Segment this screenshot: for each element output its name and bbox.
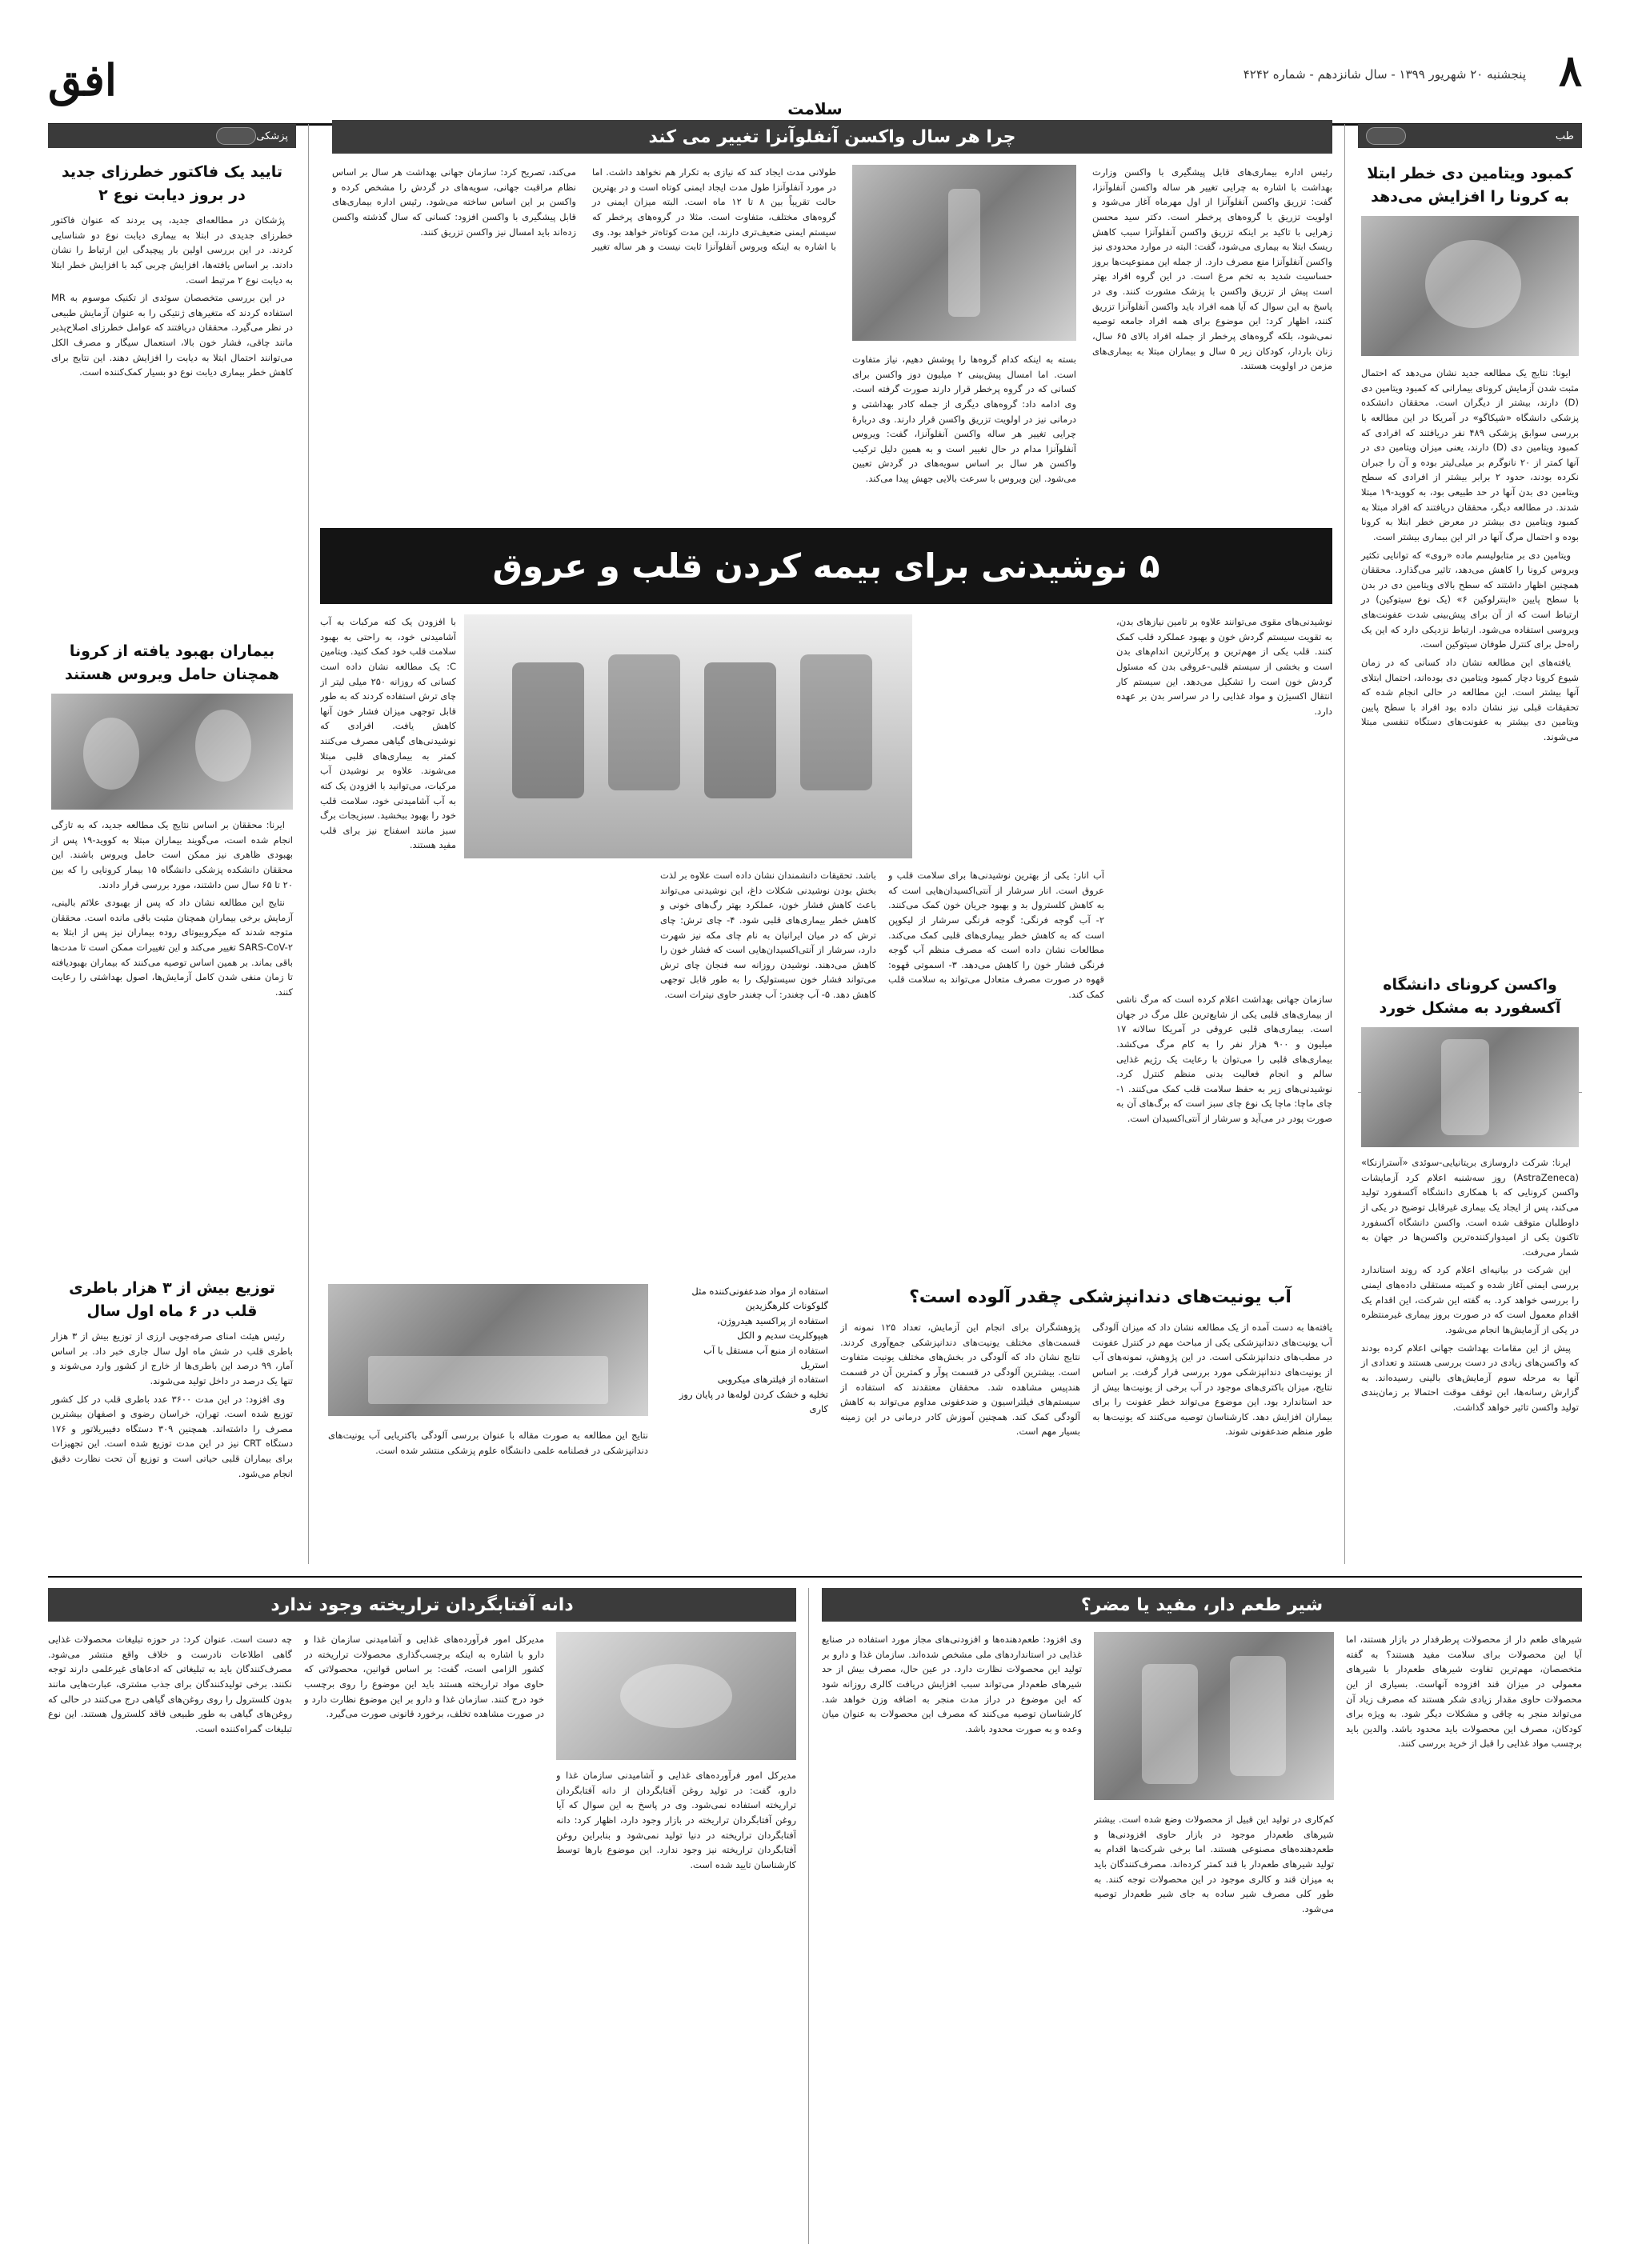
article-title: بیماران بهبود یافته از کرونا همچنان حامل ویروس هستند xyxy=(65,642,279,683)
feature-column: سازمان جهانی بهداشت اعلام کرده است که مرگ ناشی از بیماری‌های قلبی یکی از شایع‌ترین علل مرگ در جهان است. بیماری‌های قلبی عروقی در آمریکا سالانه ۱۷ میلیون و ۹۰۰ هزار نفر را به کام مرگ می‌کشد. بیماری‌های قلبی را می‌توان با رعایت یک رژیم غذایی سالم و انجام فعالیت بدنی منظم کنترل کرد. نوشیدنی‌های زیر به حفظ سلامت قلب کمک می‌کنند. ۱- چای ماچا: ماچا یک نوع چای سبز است که برگ‌های آن به صورت پودر در می‌آید و سرشار از آنتی‌اکسیدان است. xyxy=(1116,994,1332,1124)
article-column: مدیرکل امور فرآورده‌های غذایی و آشامیدنی سازمان غذا و دارو با اشاره به اینکه برچسب‌گذاری محصولات تراریخته در کشور الزامی است، گفت: بر اساس قوانین، محصولاتی که حاوی مواد تراریخته هستند باید این موضوع را روی برچسب خود درج کنند. سازمان غذا و دارو بر این موضوع نظارت دارد و در صورت مشاهده تخلف، برخورد قانونی صورت می‌گیرد. xyxy=(304,1634,544,1720)
covid-patients-photo xyxy=(51,694,293,810)
issue-line: پنجشنبه ۲۰ شهریور ۱۳۹۹ - سال شانزدهم - شماره ۴۲۴۲ xyxy=(1243,67,1526,82)
article-paragraph: رئیس هیئت امنای صرفه‌جویی ارزی از توزیع بیش از ۳ هزار باطری قلب در شش ماه اول سال جاری خبر داد. بر اساس آمار، ۹۹ درصد این باطری‌ها از خارج از کشور وارد می‌شوند و تنها یک درصد در داخل تولید می‌شوند. xyxy=(51,1330,294,1386)
section-title: سلامت xyxy=(787,99,843,118)
article-column: شیرهای طعم دار از محصولات پرطرفدار در بازار هستند، اما آیا این محصولات برای سلامت مفید هستند؟ به گفته متخصصان، مهم‌ترین تفاوت شیرهای طعم‌دار با شیرهای معمولی در میزان قند افزوده آنهاست. بسیاری از این محصولات حاوی مقدار زیادی شکر هستند که مصرف زیاد آن می‌تواند منجر به چاقی و مشکلات دیگر شود. به ویژه برای کودکان، مصرف این محصولات باید محدود باشد. والدین باید برچسب مواد غذایی را قبل از خرید بررسی کنند. xyxy=(1346,1634,1582,1750)
feature-column: باشد. تحقیقات دانشمندان نشان داده است علاوه بر لذت بخش بودن نوشیدنی شکلات داغ، این نوشیدنی می‌تواند باعث کاهش فشار خون، عملکرد بهتر رگ‌های خونی و کاهش خطر بیماری‌های قلبی شود. ۴- چای ترش: چای ترش که در میان ایرانیان به نام چای مکه نیز شهرت دارد، سرشار از آنتی‌اکسیدان‌هایی است که فشار خون را کاهش می‌دهند. نوشیدن روزانه سه فنجان چای ترش می‌تواند فشار خون سیستولیک را به طور قابل توجهی کاهش دهد. ۵- آب چغندر: آب چغندر حاوی نیترات است. xyxy=(660,870,876,1000)
section-tab-label: پزشکی xyxy=(256,130,288,142)
article-column: پژوهشگران برای انجام این آزمایش، تعداد ۱۲۵ نمونه از قسمت‌های مختلف یونیت‌های دندانپزشکی جمع‌آوری کردند. نتایج نشان داد که آلودگی در بخش‌های مختلف یونیت متفاوت است. بیشترین آلودگی در قسمت پوآر و کمترین آن در قسمت هندپیس مشاهده شد. محققان معتقدند که استفاده از سیستم‌های فیلتراسیون و ضدعفونی مداوم می‌تواند به کاهش آلودگی کمک کند. همچنین آموزش کادر درمانی در این زمینه بسیار مهم است. xyxy=(840,1322,1080,1438)
article-title: واکسن کرونای دانشگاه آکسفورد به مشکل خورد xyxy=(1379,976,1561,1017)
feature-column: با افزودن یک کته مرکبات به آب آشامیدنی خود، به راحتی به بهبود سلامت قلب خود کمک کنید. ویتامین C: یک مطالعه نشان داده است کسانی که روزانه ۲۵۰ میلی لیتر از چای ترش استفاده کردند که به طور قابل توجهی میزان فشار خون آنها کاهش یافت. افرادی که نوشیدنی‌های گیاهی مصرف می‌کنند کمتر به بیماری‌های قلبی مبتلا می‌شوند. علاوه بر نوشیدن آب مرکبات، می‌توانید با افزودن یک کته به آب آشامیدنی خود، سلامت قلب خود را بهبود ببخشید. سبزیجات برگ سبز مانند اسفناج نیز برای قلب مفید هستند. xyxy=(320,616,456,851)
article-column: یافته‌ها به دست آمده از یک مطالعه نشان داد که میزان آلودگی آب یونیت‌های دندانپزشکی یکی از مباحث مهم در کنترل عفونت در مطب‌های دندانپزشکی است. در این پژوهش، نمونه‌های آب از یونیت‌های دندانپزشکی مورد بررسی قرار گرفت. بر اساس نتایج، میزان باکتری‌های موجود در آب برخی از یونیت‌ها بیش از حد استاندارد بود. این موضوع می‌تواند خطر عفونت را برای بیماران افزایش دهد. کارشناسان توصیه می‌کنند که یونیت‌ها به طور منظم ضدعفونی شوند. xyxy=(1092,1322,1332,1438)
article-column: مدیرکل امور فرآورده‌های غذایی و آشامیدنی سازمان غذا و دارو، گفت: در تولید روغن آفتابگردان از دانه آفتابگردان تراریخته استفاده نمی‌شود. وی در پاسخ به این سوال که آیا روغن آفتابگردان تراریخته در بازار وجود دارد، اظهار کرد: دانه آفتابگردان تراریخته در دنیا تولید نمی‌شود و بنابراین روغن آفتابگردان تراریخته نیز وجود ندارد. این موضوع بارها توسط کارشناسان تایید شده است. xyxy=(556,1770,796,1870)
article-paragraph: ایونا: نتایج یک مطالعه جدید نشان می‌دهد که احتمال مثبت شدن آزمایش کرونای بیمارانی که کمبود ویتامین دی (D) دارند، بیشتر از دیگران است. محققان دانشکده پزشکی دانشگاه «شیکاگو» در آمریکا در این مطالعه با بررسی سوابق پزشکی ۴۸۹ نفر دریافتند که افرادی که کمبود ویتامین دی (D) دارند، یعنی میزان ویتامین دی در آنها کمتر از ۲۰ نانوگرم بر میلی‌لیتر بوده و آن را جبران نکرده بودند، حدود ۲ برابر بیشتر از افرادی که سطح ویتامین دی بدن آنها در حد طبیعی بود، به کووید-۱۹ مبتلا شدند. در مطالعه دیگر، محققان دریافتند که افراد مبتلا به کمبود ویتامین دی بیشتر در معرض خطر ابتلا به کرونا بوده و احتمال مرگ آنها در اثر این بیماری بیشتر است. xyxy=(1361,367,1580,542)
page-number: ۸ xyxy=(1558,45,1582,96)
left-column xyxy=(48,124,296,1564)
article-title: توزیع بیش از ۳ هزار باطری قلب در ۶ ماه اول سال xyxy=(69,1279,275,1320)
article-column: کم‌کاری در تولید این قبیل از محصولات وضع شده است. بیشتر شیرهای طعم‌دار موجود در بازار حاوی افزودنی‌ها و طعم‌دهنده‌های مصنوعی هستند. اما برخی شرکت‌ها اقدام به تولید شیرهای طعم‌دار با قند کمتر کرده‌اند. مصرف‌کنندگان باید به میزان قند و کالری موجود در این محصولات توجه کنند. به طور کلی مصرف شیر ساده به جای شیر طعم‌دار توصیه می‌شود. xyxy=(1094,1814,1334,1914)
list-item: استفاده از فیلترهای میکروبی xyxy=(717,1374,828,1386)
list-item: استفاده از مواد ضدعفونی‌کننده مثل گلوکونات کلرهگزیدین xyxy=(691,1286,828,1312)
list-item: استفاده از پراکسید هیدروژن، هیپوکلریت سدیم و الکل xyxy=(717,1314,828,1342)
capsule-icon xyxy=(1366,127,1406,145)
article-headline: چرا هر سال واکسن آنفلوآنزا تغییر می کند xyxy=(332,120,1332,154)
sunflower-seeds-photo xyxy=(556,1632,796,1760)
list-item: استفاده از منبع آب مستقل با آب استریل xyxy=(703,1344,828,1370)
flu-vaccine-article xyxy=(332,120,1332,520)
article-column: رئیس اداره بیماری‌های قابل پیشگیری با واکسن وزارت بهداشت با اشاره به چرایی تغییر هر ساله واکسن آنفلوآنزا، گفت: تزریق واکسن آنفلوآنزا از اول مهرماه آغاز می‌شود و اولویت تزریق با گروه‌های پرخطر است. دکتر سید محسن زهرایی با تاکید بر اینکه تزریق واکسن آنفلوآنزا سبب کاهش ریسک ابتلا به بیماری می‌شود، گفت: البته در موارد محدودی نیز واکسن آنفلوآنزا منع مصرف دارد. از جمله این ممنوعیت‌ها بروز حساسیت شدید به تخم مرغ است. در این گروه افراد بهتر است پیش از تزریق واکسن با پزشک مشورت کنند. وی در پاسخ به این سوال که آیا همه افراد باید واکسن آنفلوآنزا تزریق کنند، اظهار کرد: این موضوع برای همه افراد جامعه توصیه نمی‌شود، بلکه گروه‌های پرخطر از جمله افراد بالای ۶۵ سال، زنان باردار، کودکان زیر ۵ سال و بیماران مبتلا به بیماری‌های مزمن در اولویت هستند. xyxy=(1092,166,1332,372)
feature-column: آب انار: یکی از بهترین نوشیدنی‌ها برای سلامت قلب و عروق است. انار سرشار از آنتی‌اکسیدان‌هایی است که به کاهش کلسترول بد و بهبود جریان خون کمک می‌کنند. ۲- آب گوجه فرنگی: گوجه فرنگی سرشار از لیکوپن است که به کاهش خطر بیماری‌های قلبی کمک می‌کند. مطالعات نشان داده است که مصرف منظم آب گوجه فرنگی فشار خون را کاهش می‌دهد. ۳- اسموتی قهوه: قهوه در صورت مصرف متعادل می‌تواند به سلامت قلب کمک کند. xyxy=(888,870,1104,1000)
article-headline: شیر طعم دار، مفید یا مضر؟ xyxy=(822,1588,1582,1622)
sunflower-article xyxy=(48,1588,796,2244)
vaccine-vial-photo xyxy=(1361,1027,1579,1147)
article-body xyxy=(48,213,296,629)
article-paragraph: نتایج این مطالعه نشان داد که پس از بهبودی علائم بالینی، آزمایش برخی بیماران همچنان مثبت باقی مانده است. محققان متوجه شدند که میکروبیوتای روده بیماران نیز پس از ابتلا به SARS-CoV-۲ تغییر می‌کند و این تغییرات ممکن است تا مدت‌ها باقی بماند. بر همین اساس توصیه می‌کنند که بیماران بهبودیافته تا زمان منفی شدن کامل آزمایش‌ها، اصول بهداشتی را رعایت کنند. xyxy=(51,897,293,998)
article-body xyxy=(48,818,296,1266)
stethoscope-icon xyxy=(216,127,256,145)
article-body xyxy=(48,1329,296,1593)
dental-tips-list xyxy=(676,1284,828,1568)
article-paragraph: یافته‌های این مطالعه نشان داد کسانی که در زمان شیوع کرونا دچار کمبود ویتامین دی بوده‌اند، احتمال ابتلای آنها بیشتر است. این مطالعه در حالی انجام شده که تحقیقات قبلی نیز نشان داده بود افراد با سطح پایین ویتامین دی بیشتر به عفونت‌های دستگاه تنفسی مبتلا می‌شوند. xyxy=(1361,656,1579,742)
drinks-feature xyxy=(320,528,1332,1280)
article-paragraph: پیش از این مقامات بهداشت جهانی اعلام کرده بودند که واکسن‌های زیادی در دست بررسی هستند و تعدادی از آنها به مرحله سوم آزمایش‌های بالینی رسیده‌اند. به گزارش رسانه‌ها، این توقف موقت احتمالا بر زمان‌بندی تولید واکسن تاثیر خواهد گذاشت. xyxy=(1361,1342,1579,1413)
masthead xyxy=(48,45,1582,118)
article-paragraph: ایرنا: شرکت داروسازی بریتانیایی-سوئدی «آسترازنکا» (AstraZeneca) روز سه‌شنبه اعلام کرد آزمایشات واکسن کرونایی که با همکاری دانشگاه آکسفورد تولید می‌کند، پس از ایجاد یک بیماری غیرقابل توضیح در یکی از داوطلبان متوقف شده است. واکسن دانشگاه آکسفورد تاکنون یکی از امیدوارکننده‌ترین واکسن‌ها در جهان به شمار می‌رفت. xyxy=(1361,1157,1579,1258)
syringe-photo xyxy=(852,165,1076,341)
milk-bottles-photo xyxy=(1094,1632,1334,1800)
dental-article xyxy=(320,1284,1332,1568)
flavored-milk-article xyxy=(822,1588,1582,2244)
article-column: وی افزود: طعم‌دهنده‌ها و افزودنی‌های مجاز مورد استفاده در صنایع غذایی در استانداردهای ملی مشخص شده‌اند. سازمان غذا و دارو بر تولید این محصولات نظارت دارد. در عین حال، مصرف بیش از حد شیرهای طعم‌دار می‌تواند سبب افزایش دریافت کالری روزانه شود که این موضوع در دراز مدت منجر به اضافه وزن خواهد شد. کارشناسان توصیه می‌کنند که مصرف این محصولات به عنوان میان وعده و به صورت محدود باشد. xyxy=(822,1634,1082,1734)
article-headline: دانه آفتابگردان تراریخته وجود ندارد xyxy=(48,1588,796,1622)
article-paragraph: این شرکت در بیانیه‌ای اعلام کرد که روند استاندارد بررسی ایمنی آغاز شده و کمیته مستقلی داده‌های ایمنی را بررسی خواهد کرد. به گفته این شرکت، این اقدام یک اقدام معمول است که در صورت بروز بیماری غیرمنتظره در یکی از آزمایش‌ها انجام می‌شود. xyxy=(1361,1264,1579,1335)
article-headline: آب یونیت‌های دندانپزشکی چقدر آلوده است؟ xyxy=(909,1287,1292,1307)
article-paragraph: پژشکان در مطالعه‌ای جدید، پی بردند که عنوان فاکتور خطرزای جدیدی در ابتلا به بیماری دیابت نوع دو شناسایی کردند. در این بررسی اولین بار پیچیدگی این ارتباط را نشان دادند. بر اساس یافته‌ها، افزایش چربی کبد با افزایش خطر ابتلا به دیابت نوع ۲ مرتبط است. xyxy=(51,214,293,286)
section-tab-label: طب xyxy=(1555,130,1574,142)
juices-photo xyxy=(464,614,912,858)
feature-headline: ۵ نوشیدنی برای بیمه کردن قلب و عروق xyxy=(320,528,1332,604)
right-column xyxy=(1358,124,1582,1564)
article-column: نتایج این مطالعه به صورت مقاله با عنوان بررسی آلودگی باکتریایی آب یونیت‌های دندانپزشکی در فصلنامه علمی دانشگاه علوم پزشکی منتشر شده است. xyxy=(328,1430,648,1456)
article-paragraph: وی افزود: در این مدت ۳۶۰۰ عدد باطری قلب در کل کشور توزیع شده است. تهران، خراسان رضوی و اصفهان بیشترین مصرف را داشته‌اند. همچنین ۳۰۹ دستگاه دفیبریلاتور و ۱۷۶ دستگاه CRT نیز در این مدت توزیع شده است. این تجهیزات برای بیماران قلبی حیاتی است و توزیع آن تحت نظارت دقیق انجام می‌شود. xyxy=(51,1393,294,1479)
article-paragraph: در این بررسی متخصصان سوئدی از تکنیک موسوم به MR استفاده کردند که متغیرهای ژنتیکی را به عنوان آزمایش طبیعی در نظر می‌گیرد. محققان دریافتند که عوامل خطرزای اصلاح‌پذیر مانند چاقی، فشار خون بالا، استعمال سیگار و مصرف الکل می‌توانند احتمال ابتلا به دیابت را افزایش دهند. این نتایج برای کاهش خطر بیماری دیابت نوع دو بسیار کمک‌کننده است. xyxy=(51,292,293,378)
article-paragraph: ایرنا: محققان بر اساس نتایج یک مطالعه جدید، که به تازگی انجام شده است، می‌گویند بیماران مبتلا به کووید-۱۹ پس از بهبودی ظاهری نیز ممکن است حامل ویروس باشند. این محققان دانشکده پزشکی دانشگاه ۱۵ بیمار کرونایی را که بین ۲۰ تا ۶۵ سال سن داشتند، مورد بررسی قرار دادند. xyxy=(51,819,294,890)
article-title: کمبود ویتامین دی خطر ابتلا به کرونا را افزایش می‌دهد xyxy=(1367,165,1573,206)
article-column: چه دست است. عنوان کرد: در حوزه تبلیغات محصولات غذایی گاهی اطلاعات نادرست و خلاف واقع منتشر می‌شود. مصرف‌کنندگان باید به تبلیغاتی که ادعاهای غیرعلمی دارند توجه نکنند. برخی تولیدکنندگان برای جذب مشتری، عبارت‌هایی مانند بدون کلسترول را روی روغن‌های گیاهی درج می‌کنند در حالی که روغن‌های گیاهی به طور طبیعی فاقد کلسترول هستند. این نوع تبلیغات گمراه‌کننده است. xyxy=(48,1634,292,1734)
section-tab-medicine xyxy=(1358,124,1582,148)
article-paragraph: ویتامین دی بر متابولیسم ماده «روی» که توانایی تکثیر ویروس کرونا را کاهش می‌دهد، تاثیر می‌گذارد. محققان همچنین اظهار داشتند که سطح بالای ویتامین دی در بدن با سطح پایین «اینترلوکین ۶» (یک نوع سیتوکین) در ارتباط است که از آن برای پیش‌بینی شدت عفونت‌های ویروسی استفاده می‌شود. ارتباط نزدیکی دارد که این یک راه‌حل برای کنترل طوفان سیتوکین است. xyxy=(1361,549,1579,650)
feature-intro: نوشیدنی‌های مقوی می‌توانند علاوه بر تامین نیازهای بدن، به تقویت سیستم گردش خون و بهبود عملکرد قلب کمک کنند. قلب یکی از مهم‌ترین و پرکارترین اندام‌های بدن است و بخشی از سیستم قلبی-عروقی بدن که مسئول گردش خون است را تشکیل می‌دهد. این سیستم کار انتقال اکسیژن و مواد غذایی را در سراسر بدن بر عهده دارد. xyxy=(1116,616,1332,717)
dental-clinic-photo xyxy=(328,1284,648,1416)
newspaper-logo: افق xyxy=(48,54,117,106)
section-tab-medical xyxy=(48,124,296,148)
article-column: طولانی مدت ایجاد کند که نیازی به تکرار هم نخواهد داشت. اما در مورد آنفلوآنزا طول مدت ایجاد ایمنی کوتاه است و در بهترین حالت تقریباً بین ۸ تا ۱۲ ماه است. البته میزان ایمنی در گروه‌های مختلف، متفاوت است. مثلا در گروه‌های پرخطر که سیستم ایمنی ضعیف‌تری دارند، این مدت کوتاه‌تر خواهد بود. وی با اشاره به اینکه ویروس آنفلوآنزا ثابت نیست و هر ساله تغییر می‌کند، تصریح کرد: سازمان جهانی بهداشت هر سال بر اساس نظام مراقبت جهانی، سویه‌های در گردش را مشخص کرده و واکسن بر این اساس ساخته می‌شود. رئیس اداره بیماری‌های قابل پیشگیری با واکسن افزود: کسانی که سال گذشته واکسن زده‌اند باید امسال نیز واکسن تزریق کنند. xyxy=(332,166,836,253)
article-body xyxy=(1358,1155,1582,1603)
article-column: بسته به اینکه کدام گروه‌ها را پوشش دهیم، نیاز متفاوت است. اما امسال پیش‌بینی ۲ میلیون دوز واکسن برای کسانی که در گروه پرخطر قرار دارند صورت گرفته است. وی ادامه داد: گروه‌های دیگری از جمله کادر بهداشتی و درمانی نیز در اولویت تزریق واکسن قرار دارند. وی دربارهٔ چرایی تغییر هر ساله واکسن آنفلوآنزا، گفت: ویروس آنفلوآنزا مدام در حال تغییر است و به همین دلیل ترکیب واکسن هر سال بر اساس سویه‌های در گردش تعیین می‌شود. این ویروس با سرعت بالایی جهش پیدا می‌کند. xyxy=(852,354,1076,484)
article-title: تایید یک فاکتور خطرزای جدید در بروز دیابت نوع ۲ xyxy=(61,163,283,204)
article-body xyxy=(1358,366,1582,958)
vitamin-capsules-photo xyxy=(1361,216,1579,356)
list-item: تخلیه و خشک کردن لوله‌ها در پایان روز کاری xyxy=(679,1388,828,1415)
